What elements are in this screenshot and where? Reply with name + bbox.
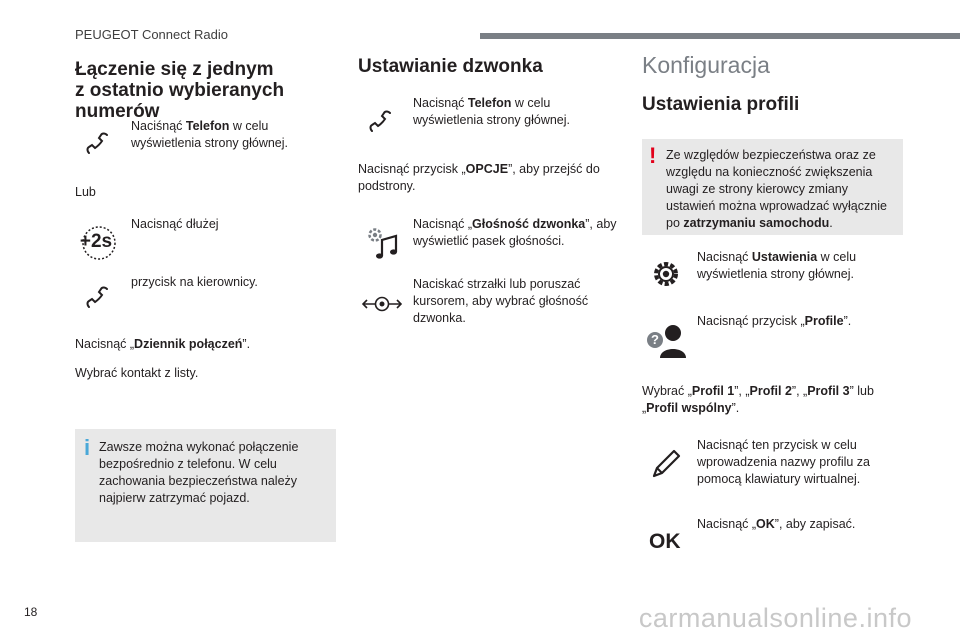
step-text: Wybrać „Profil 1”, „Profil 2”, „Profil 3” lub „Profil wspólny”. <box>642 384 874 415</box>
page-number: 18 <box>24 605 38 619</box>
step-text: Nacisnąć ten przycisk w celu wprowadzenia nazwy profilu za pomocą klawiatury wirtualnej. <box>697 438 871 486</box>
page-header: PEUGEOT Connect Radio <box>75 27 228 42</box>
heading-line: z ostatnio wybieranych <box>75 80 285 101</box>
step-text: przycisk na kierownicy. <box>131 275 258 289</box>
step-text: Nacisnąć Telefon w celu wyświetlenia strony głównej. <box>413 96 571 127</box>
header-bar <box>480 33 960 39</box>
warning-note <box>642 139 903 235</box>
user-profile-icon: ? <box>646 324 688 358</box>
note-text: Ze względów bezpieczeństwa oraz ze względu na konieczność zwiększenia uwagi ze strony kierowcy zmiany ustawień można wprowadzać wyłącznie po zatrzymaniu samochodu. <box>666 148 887 230</box>
or-text: Lub <box>75 185 96 199</box>
step-text: Nacisnąć „Głośność dzwonka”, aby wyświetlić pasek głośności. <box>413 217 617 248</box>
bold-term: Dziennik połączeń <box>134 337 243 351</box>
step-text: Nacisnąć przycisk „OPCJE”, aby przejść do podstrony. <box>358 162 600 193</box>
bold-term: Profil 2 <box>749 384 792 398</box>
bold-term: Profile <box>804 314 844 328</box>
ok-icon: OK <box>649 530 681 553</box>
section-heading-last-numbers <box>75 59 335 122</box>
bold-term: Ustawienia <box>751 250 818 264</box>
heading-line: numerów <box>75 101 160 122</box>
step-text: Nacisnąć przycisk „Profile”. <box>697 314 852 328</box>
bold-term: OK <box>756 517 775 531</box>
step-text: Wybrać kontakt z listy. <box>75 366 199 380</box>
subsection-heading-profiles: Ustawienia profili <box>642 94 800 115</box>
bold-term: Profil wspólny <box>646 401 732 415</box>
step-text: Nacisnąć dłużej <box>131 217 219 231</box>
step-text: Nacisnąć „OK”, aby zapisać. <box>697 517 856 531</box>
bold-term: Telefon <box>185 119 230 133</box>
bold-term: Profil 3 <box>807 384 850 398</box>
heading-line: Łączenie się z jednym <box>75 59 274 80</box>
step-text: Nacisnąć Ustawienia w celu wyświetlenia strony głównej. <box>697 250 857 281</box>
section-heading-ringtone: Ustawianie dzwonka <box>358 56 543 77</box>
step-text: Naciśnąć Telefon w celu wyświetlenia strony głównej. <box>131 119 289 150</box>
warning-icon: ! <box>649 143 657 168</box>
note-text: Zawsze można wykonać połączenie bezpośrednio z telefonu. W celu zachowania bezpieczeństwa należy najpierw zatrzymać pojazd. <box>99 440 299 505</box>
phone-icon <box>86 286 110 310</box>
info-icon: i <box>84 435 91 460</box>
left-right-arrows-icon <box>362 294 402 314</box>
watermark: carmanualsonline.info <box>638 603 912 633</box>
pencil-icon <box>650 448 682 480</box>
phone-icon <box>86 132 110 156</box>
step-text: Nacisnąć „Dziennik połączeń”. <box>75 337 251 351</box>
info-note <box>75 429 336 542</box>
settings-gear-icon <box>650 258 682 290</box>
bold-term: Głośność dzwonka <box>472 217 586 231</box>
phone-icon <box>369 110 393 134</box>
bold-term: OPCJE <box>465 162 509 176</box>
bold-term: zatrzymaniu samochodu <box>683 216 830 230</box>
bold-term: Telefon <box>467 96 512 110</box>
gear-music-icon <box>365 224 401 262</box>
hold-2s-icon: +2s <box>75 225 117 261</box>
section-heading-configuration: Konfiguracja <box>642 52 770 78</box>
bold-term: Profil 1 <box>691 384 735 398</box>
step-text: Naciskać strzałki lub poruszać kursorem, aby wybrać głośność dzwonka. <box>413 277 589 325</box>
